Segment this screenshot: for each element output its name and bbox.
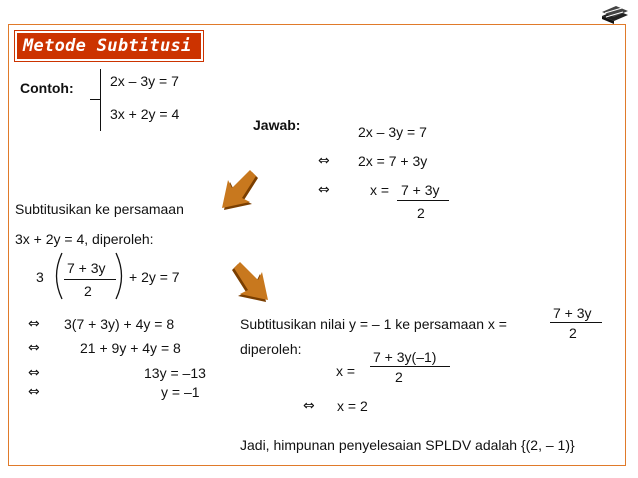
- substitution-rest: + 2y = 7: [129, 269, 180, 285]
- right-intro-num: 7 + 3y: [553, 305, 592, 321]
- right-obtained: diperoleh:: [240, 341, 302, 357]
- arrow-down-left-icon: [220, 170, 260, 210]
- substitution-frac-den: 2: [84, 283, 92, 299]
- right-x-den: 2: [395, 369, 403, 385]
- equiv-symbol: ⇔: [303, 398, 315, 414]
- slide-title: Metode Subtitusi: [15, 31, 203, 61]
- left-step-3: 13y = –13: [144, 365, 206, 381]
- right-x-num: 7 + 3y(–1): [373, 349, 437, 365]
- books-icon: [600, 4, 630, 26]
- fraction-bar: [397, 200, 449, 201]
- right-x-lhs: x =: [336, 363, 356, 379]
- example-eq2: 3x + 2y = 4: [110, 106, 180, 122]
- equiv-symbol: ⇔: [318, 153, 330, 169]
- right-intro-den: 2: [569, 325, 577, 341]
- fraction-bar: [64, 279, 116, 280]
- right-intro: Subtitusikan nilai y = – 1 ke persamaan x =: [240, 316, 507, 332]
- answer-line3-lhs: x =: [370, 182, 390, 198]
- right-result: x = 2: [337, 398, 368, 414]
- brace-tick: [90, 99, 101, 100]
- left-step-1: 3(7 + 3y) + 4y = 8: [64, 316, 175, 332]
- fraction-bar: [370, 366, 450, 367]
- equiv-symbol: ⇔: [318, 182, 330, 198]
- left-step-4: y = –1: [161, 384, 200, 400]
- answer-line2: 2x = 7 + 3y: [358, 153, 428, 169]
- left-intro-1: Subtitusikan ke persamaan: [15, 201, 184, 217]
- close-paren: [114, 252, 128, 300]
- substitution-coef: 3: [36, 269, 44, 285]
- equiv-symbol: ⇔: [28, 365, 40, 381]
- answer-label: Jawab:: [253, 117, 301, 133]
- conclusion: Jadi, himpunan penyelesaian SPLDV adalah {(2, – 1)}: [240, 437, 575, 453]
- answer-line3-den: 2: [417, 205, 425, 221]
- equiv-symbol: ⇔: [28, 384, 40, 400]
- open-paren: [50, 252, 64, 300]
- arrow-down-right-icon: [230, 262, 270, 302]
- substitution-frac-num: 7 + 3y: [67, 260, 106, 276]
- example-eq1: 2x – 3y = 7: [110, 73, 179, 89]
- answer-line3-num: 7 + 3y: [401, 182, 440, 198]
- equiv-symbol: ⇔: [28, 316, 40, 332]
- system-brace: [100, 69, 101, 131]
- equiv-symbol: ⇔: [28, 340, 40, 356]
- answer-line1: 2x – 3y = 7: [358, 124, 427, 140]
- example-label: Contoh:: [20, 80, 74, 96]
- left-intro-2: 3x + 2y = 4, diperoleh:: [15, 231, 154, 247]
- left-step-2: 21 + 9y + 4y = 8: [80, 340, 181, 356]
- fraction-bar: [550, 322, 602, 323]
